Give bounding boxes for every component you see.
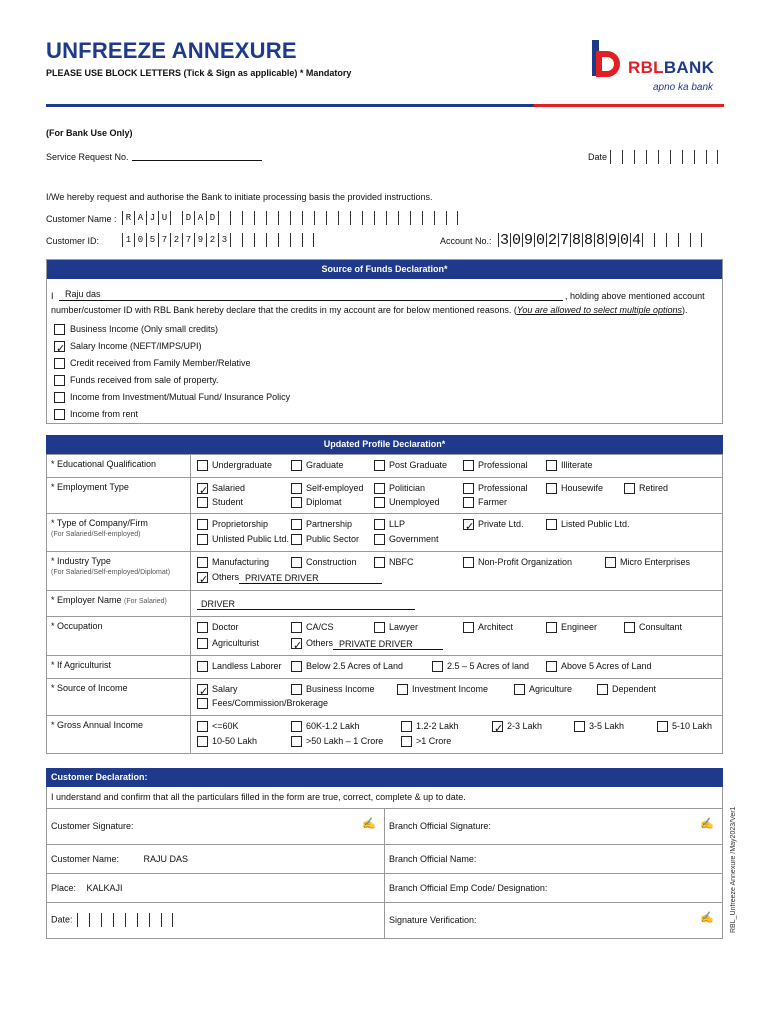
date-boxes[interactable] [610, 150, 718, 164]
char-box[interactable]: 7 [158, 233, 170, 247]
pen-icon: ✍ [362, 817, 376, 830]
check-mark-icon: ✓ [199, 686, 209, 698]
checkbox[interactable] [374, 483, 385, 494]
char-box[interactable] [170, 211, 182, 225]
source-option-label: Salary [212, 684, 238, 694]
checkbox[interactable] [624, 622, 635, 633]
occupation-option-label: CA/CS [306, 622, 334, 632]
date-label: Date [588, 152, 608, 162]
agri-option-label: 2.5 – 5 Acres of land [447, 661, 530, 671]
employment-option-label: Farmer [478, 497, 507, 507]
check-mark-icon: ✓ [199, 485, 209, 497]
bank-use-label: (For Bank Use Only) [46, 128, 133, 138]
occupation-option-label: Doctor [212, 622, 239, 632]
check-mark-icon: ✓ [494, 723, 504, 735]
checkbox[interactable] [197, 661, 208, 672]
decl-date-cell[interactable]: Date: [47, 902, 385, 938]
occupation-others-value: PRIVATE DRIVER [339, 639, 413, 649]
industry-option-label: Manufacturing [212, 557, 270, 567]
gross-option-label: 2-3 Lakh [507, 721, 543, 731]
checkbox[interactable] [197, 736, 208, 747]
check-mark-icon: ✓ [465, 521, 475, 533]
education-option-label: Post Graduate [389, 460, 448, 470]
checkbox[interactable] [291, 483, 302, 494]
char-box[interactable] [422, 211, 434, 225]
char-box[interactable]: 2 [547, 232, 557, 249]
checkbox[interactable] [463, 622, 474, 633]
checkbox[interactable] [291, 460, 302, 471]
employment-option-label: Student [212, 497, 244, 507]
char-box[interactable] [410, 211, 422, 225]
logo-tagline: apno ka bank [653, 82, 714, 93]
char-box[interactable]: 9 [194, 233, 206, 247]
checkbox[interactable] [597, 684, 608, 695]
char-box[interactable] [666, 233, 678, 247]
char-box[interactable]: D [206, 211, 218, 225]
checkbox[interactable] [54, 358, 65, 369]
company-option-label: LLP [389, 519, 406, 529]
occupation-option-label: Others [306, 638, 334, 648]
checkbox[interactable] [605, 557, 616, 568]
char-box[interactable]: 3 [218, 233, 230, 247]
char-box[interactable]: 0 [511, 232, 521, 249]
funds-option-label: Income from Investment/Mutual Fund/ Insurance Policy [70, 392, 291, 402]
education-option-label: Professional [478, 460, 528, 470]
agri-option-label: Above 5 Acres of Land [561, 661, 652, 671]
char-box[interactable] [350, 211, 362, 225]
company-label: * Type of Company/Firm (For Salaried/Self-employed) [51, 518, 148, 538]
source-option-label: Business Income [306, 684, 375, 694]
occupation-others-line[interactable] [333, 649, 443, 650]
checkbox[interactable] [401, 721, 412, 732]
employment-option-label: Unemployed [389, 497, 440, 507]
gross-option-label: >50 Lakh – 1 Crore [306, 736, 384, 746]
service-request-label: Service Request No. [46, 152, 129, 162]
occupation-option-label: Architect [478, 622, 514, 632]
checkbox[interactable] [197, 698, 208, 709]
char-box[interactable] [218, 211, 230, 225]
checkbox[interactable] [374, 622, 385, 633]
char-box[interactable]: 9 [607, 232, 617, 249]
char-box[interactable]: R [122, 211, 134, 225]
decl-date-boxes[interactable] [77, 913, 173, 927]
funds-i-label: I [51, 291, 54, 301]
occupation-option-label: Agriculturist [212, 638, 260, 648]
char-box[interactable] [290, 233, 302, 247]
char-box[interactable]: 8 [583, 232, 593, 249]
char-box[interactable]: 0 [619, 232, 629, 249]
funds-text2: number/customer ID with RBL Bank hereby declare that the credits in my account are for below mentioned reasons. (You are allowed to select multiple options). [51, 305, 688, 315]
employment-option-label: Salaried [212, 483, 246, 493]
employment-option-label: Self-employed [306, 483, 364, 493]
education-options [191, 455, 723, 478]
char-box[interactable]: 3 [499, 232, 509, 249]
char-box[interactable]: 4 [631, 232, 641, 249]
industry-option-label: NBFC [389, 557, 414, 567]
checkbox[interactable] [291, 721, 302, 732]
char-box[interactable] [374, 211, 386, 225]
gross-option-label: 5-10 Lakh [672, 721, 713, 731]
place-value: KALKAJI [86, 882, 123, 893]
checkbox[interactable] [291, 661, 302, 672]
industry-option-label: Micro Enterprises [620, 557, 691, 567]
checkbox[interactable] [54, 375, 65, 386]
form-title: UNFREEZE ANNEXURE [46, 38, 297, 63]
funds-option-label: Funds received from sale of property. [70, 375, 219, 385]
checkbox[interactable] [463, 557, 474, 568]
source-options [191, 679, 723, 716]
form-version-code: RBL_Unfreeze Annexure /May2023/Ver1 [730, 806, 737, 934]
occupation-option-label: Consultant [639, 622, 683, 632]
checkbox[interactable] [54, 392, 65, 403]
char-box[interactable] [254, 211, 266, 225]
industry-option-label: Others [212, 572, 240, 582]
company-option-label: Unlisted Public Ltd. [212, 534, 290, 544]
checkbox[interactable] [291, 684, 302, 695]
employment-options [191, 478, 723, 514]
checkbox[interactable] [374, 497, 385, 508]
account-boxes[interactable] [498, 233, 702, 247]
place-cell[interactable]: Place: KALKAJI [47, 873, 385, 902]
checkbox[interactable] [574, 721, 585, 732]
industry-others-value: PRIVATE DRIVER [245, 573, 319, 583]
customer-id-boxes[interactable] [122, 233, 314, 247]
checkbox[interactable] [624, 483, 635, 494]
char-box[interactable] [242, 233, 254, 247]
gross-option-label: >1 Crore [416, 736, 452, 746]
source-option-label: Fees/Commission/Brokerage [212, 698, 329, 708]
sig-verification-cell[interactable]: Signature Verification: ✍ [385, 902, 723, 938]
industry-options [191, 552, 723, 591]
pen-icon: ✍ [700, 817, 714, 830]
char-box[interactable]: 0 [535, 232, 545, 249]
char-box[interactable] [230, 233, 242, 247]
checkbox[interactable] [197, 534, 208, 545]
checkbox[interactable] [463, 497, 474, 508]
char-box[interactable] [690, 233, 702, 247]
char-box[interactable] [278, 233, 290, 247]
char-box[interactable] [398, 211, 410, 225]
char-box[interactable]: 8 [571, 232, 581, 249]
source-option-label: Investment Income [412, 684, 489, 694]
checkbox[interactable] [463, 483, 474, 494]
char-box[interactable] [302, 233, 314, 247]
char-box[interactable] [642, 233, 654, 247]
employer-value: DRIVER [201, 599, 236, 609]
char-box[interactable] [326, 211, 338, 225]
source-option-label: Agriculture [529, 684, 573, 694]
checkbox[interactable] [463, 460, 474, 471]
checkbox[interactable] [546, 622, 557, 633]
declaration-table [46, 787, 723, 939]
char-box[interactable] [242, 211, 254, 225]
char-box[interactable] [446, 211, 458, 225]
declaration-text: I understand and confirm that all the particulars filled in the form are true, correct, complete & up to date. [47, 787, 723, 808]
declaration-heading: Customer Declaration: [46, 768, 723, 787]
occupation-options [191, 617, 723, 656]
gross-option-label: <=60K [212, 721, 239, 731]
gross-label: * Gross Annual Income [51, 720, 144, 730]
char-box[interactable]: J [146, 211, 158, 225]
occupation-option-label: Lawyer [389, 622, 419, 632]
customer-signature-cell[interactable]: Customer Signature: ✍ [47, 808, 385, 844]
rbl-logo-mark-icon [590, 40, 624, 80]
checkbox[interactable] [374, 519, 385, 530]
industry-others-line[interactable] [239, 583, 382, 584]
company-option-label: Proprietorship [212, 519, 269, 529]
check-mark-icon: ✓ [56, 343, 66, 355]
checkbox[interactable] [432, 661, 443, 672]
education-label: * Educational Qualification [51, 459, 157, 469]
char-box[interactable] [230, 211, 242, 225]
source-of-funds-section [46, 259, 723, 424]
company-option-label: Private Ltd. [478, 519, 524, 529]
char-box[interactable] [302, 211, 314, 225]
char-box[interactable]: 7 [182, 233, 194, 247]
char-box[interactable]: U [158, 211, 170, 225]
funds-option-label: Credit received from Family Member/Relative [70, 358, 251, 368]
agri-options [191, 656, 723, 679]
checkbox[interactable] [291, 622, 302, 633]
industry-option-label: Non-Profit Organization [478, 557, 573, 567]
company-options [191, 514, 723, 552]
char-box[interactable] [654, 233, 666, 247]
checkbox[interactable] [401, 736, 412, 747]
char-box[interactable]: 5 [146, 233, 158, 247]
source-label: * Source of Income [51, 683, 128, 693]
funds-option-label: Salary Income (NEFT/IMPS/UPI) [70, 341, 202, 351]
industry-option-label: Construction [306, 557, 357, 567]
gross-option-label: 3-5 Lakh [589, 721, 625, 731]
header-rule-red [534, 104, 724, 107]
char-box[interactable]: 2 [206, 233, 218, 247]
checkbox[interactable] [54, 324, 65, 335]
check-mark-icon: ✓ [199, 574, 209, 586]
char-box[interactable] [266, 233, 278, 247]
char-box[interactable] [278, 211, 290, 225]
char-box[interactable] [266, 211, 278, 225]
account-label: Account No.: [440, 236, 492, 246]
checkbox[interactable] [197, 497, 208, 508]
char-box[interactable] [362, 211, 374, 225]
checkbox[interactable] [546, 460, 557, 471]
char-box[interactable] [434, 211, 446, 225]
checkbox[interactable] [291, 557, 302, 568]
employer-field[interactable] [191, 591, 723, 617]
education-option-label: Undergraduate [212, 460, 273, 470]
agri-label: * If Agriculturist [51, 660, 112, 670]
employment-option-label: Politician [389, 483, 426, 493]
pen-icon: ✍ [700, 911, 714, 924]
company-option-label: Public Sector [306, 534, 360, 544]
char-box[interactable]: 9 [523, 232, 533, 249]
profile-heading: Updated Profile Declaration* [46, 435, 723, 454]
agri-option-label: Landless Laborer [212, 661, 282, 671]
funds-name-value: Raju das [65, 289, 101, 299]
checkbox[interactable] [514, 684, 525, 695]
customer-name-value: RAJU DAS [143, 853, 189, 864]
checkbox[interactable] [374, 557, 385, 568]
occupation-label: * Occupation [51, 621, 103, 631]
company-option-label: Government [389, 534, 439, 544]
char-box[interactable] [678, 233, 690, 247]
employer-label: * Employer Name (For Salaried) [51, 595, 167, 605]
checkbox[interactable] [374, 460, 385, 471]
char-box[interactable] [386, 211, 398, 225]
employment-label: * Employment Type [51, 482, 129, 492]
checkbox[interactable] [291, 736, 302, 747]
source-of-funds-heading: Source of Funds Declaration* [47, 260, 722, 279]
char-box[interactable]: A [134, 211, 146, 225]
education-option-label: Illiterate [561, 460, 593, 470]
char-box[interactable]: 7 [559, 232, 569, 249]
source-option-label: Dependent [612, 684, 657, 694]
checkbox[interactable] [291, 497, 302, 508]
request-intro: I/We hereby request and authorise the Bank to initiate processing basis the provided instructions. [46, 192, 433, 202]
branch-signature-cell[interactable]: Branch Official Signature: ✍ [385, 808, 723, 844]
rbl-logo-text: RBLBANK [628, 58, 715, 77]
checkbox[interactable] [397, 684, 408, 695]
checkbox[interactable] [546, 661, 557, 672]
checkbox[interactable] [197, 519, 208, 530]
gross-option-label: 60K-1.2 Lakh [306, 721, 360, 731]
char-box[interactable]: 0 [134, 233, 146, 247]
company-option-label: Listed Public Ltd. [561, 519, 630, 529]
employment-option-label: Professional [478, 483, 528, 493]
char-box[interactable] [290, 211, 302, 225]
form-subtitle: PLEASE USE BLOCK LETTERS (Tick & Sign as applicable) * Mandatory [46, 68, 352, 78]
funds-option-label: Business Income (Only small credits) [70, 324, 219, 334]
industry-label: * Industry Type (For Salaried/Self-employed/Diplomat) [51, 556, 171, 576]
gross-option-label: 1.2-2 Lakh [416, 721, 459, 731]
gross-option-label: 10-50 Lakh [212, 736, 258, 746]
checkbox[interactable] [197, 721, 208, 732]
customer-id-label: Customer ID: [46, 236, 100, 246]
char-box[interactable]: 1 [122, 233, 134, 247]
company-option-label: Partnership [306, 519, 353, 529]
checkbox[interactable] [197, 557, 208, 568]
funds-option-label: Income from rent [70, 409, 139, 419]
checkbox[interactable] [197, 622, 208, 633]
education-option-label: Graduate [306, 460, 344, 470]
char-box[interactable]: A [194, 211, 206, 225]
funds-name-line[interactable] [59, 300, 563, 301]
employment-option-label: Diplomat [306, 497, 342, 507]
char-box[interactable]: 2 [170, 233, 182, 247]
agri-option-label: Below 2.5 Acres of Land [306, 661, 404, 671]
checkbox[interactable] [546, 483, 557, 494]
char-box[interactable] [314, 211, 326, 225]
branch-emp-cell[interactable]: Branch Official Emp Code/ Designation: [385, 873, 723, 902]
checkbox[interactable] [197, 460, 208, 471]
profile-section [46, 435, 723, 761]
occupation-option-label: Engineer [561, 622, 598, 632]
customer-name-label: Customer Name : [46, 214, 117, 224]
customer-name-cell[interactable]: Customer Name: RAJU DAS [47, 844, 385, 873]
char-box[interactable]: D [182, 211, 194, 225]
char-box[interactable] [338, 211, 350, 225]
char-box[interactable]: 8 [595, 232, 605, 249]
checkbox[interactable] [374, 534, 385, 545]
employment-option-label: Housewife [561, 483, 604, 493]
checkbox[interactable] [197, 638, 208, 649]
employment-option-label: Retired [639, 483, 669, 493]
check-mark-icon: ✓ [293, 640, 303, 652]
checkbox[interactable] [291, 519, 302, 530]
checkbox[interactable] [657, 721, 668, 732]
branch-name-cell[interactable]: Branch Official Name: [385, 844, 723, 873]
checkbox[interactable] [291, 534, 302, 545]
gross-options [191, 716, 723, 754]
char-box[interactable] [254, 233, 266, 247]
checkbox[interactable] [546, 519, 557, 530]
customer-name-boxes[interactable] [122, 211, 458, 225]
header-rule-blue [46, 104, 534, 107]
declaration-section [46, 768, 723, 944]
service-request-field[interactable] [132, 160, 262, 161]
checkbox[interactable] [54, 409, 65, 420]
employer-line[interactable] [197, 609, 415, 610]
funds-text1: , holding above mentioned account [565, 291, 705, 301]
profile-table [46, 454, 723, 754]
